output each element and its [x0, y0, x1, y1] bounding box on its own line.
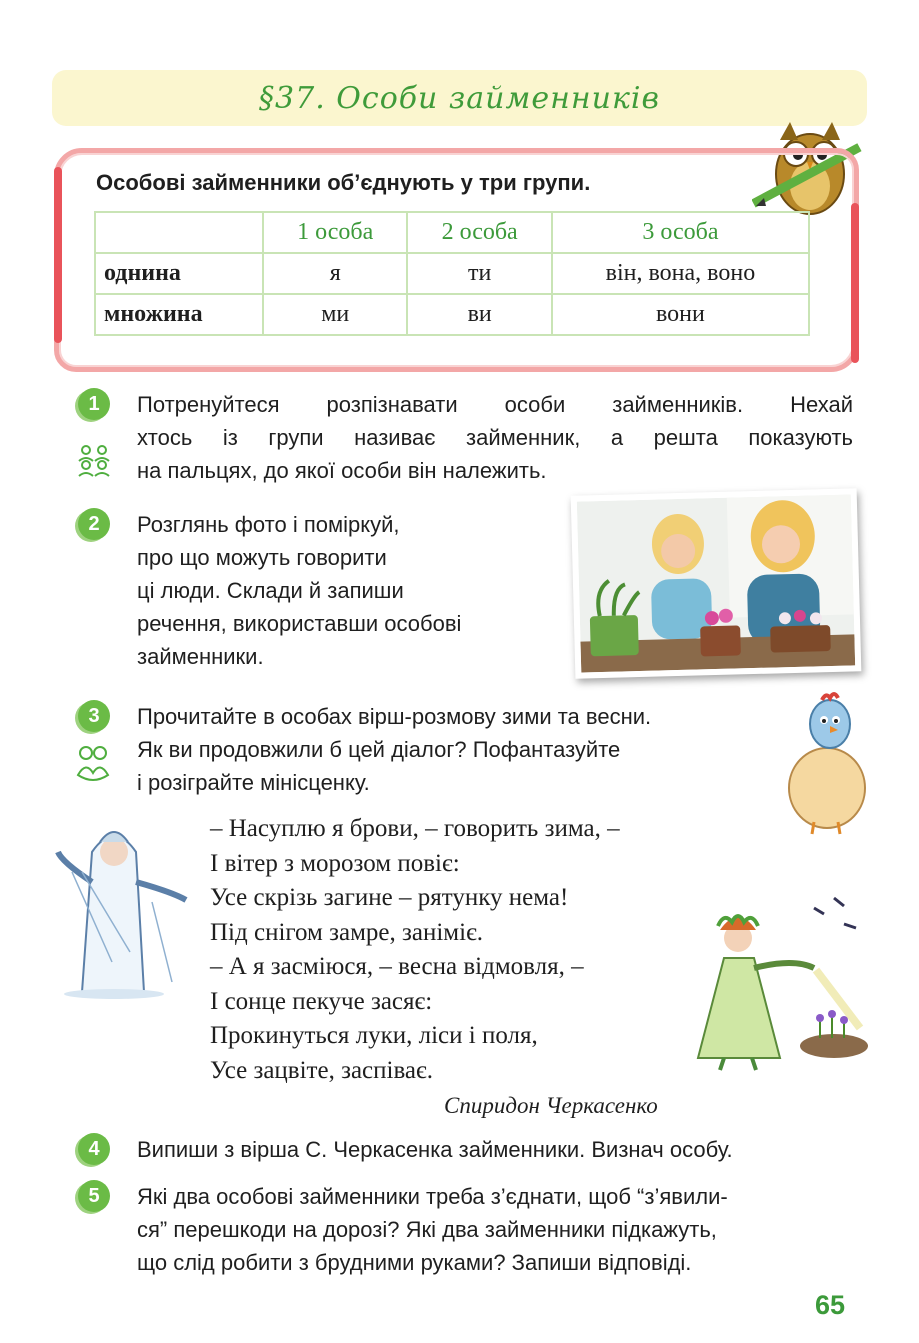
- table-row: [95, 253, 809, 294]
- section-title: §37. Особи займенників: [259, 80, 660, 116]
- task-number-badge: 4: [78, 1133, 110, 1165]
- poem-line: І вітер з морозом повіє:: [210, 849, 460, 877]
- table-header-cell: 1 особа: [263, 212, 407, 253]
- poem-line: Під снігом замре, заніміє.: [210, 918, 484, 946]
- poem-line: Прокинуться луки, ліси і поля,: [210, 1022, 538, 1049]
- task-line: Прочитайте в особах вірш-розмову зими та весни.: [137, 704, 652, 729]
- table-cell: вони: [552, 294, 809, 335]
- poem-line: – Насуплю я брови, – говорить зима, –: [210, 815, 620, 842]
- poem: [210, 812, 620, 1088]
- task-text: [137, 700, 777, 799]
- gardening-photo: [571, 488, 862, 678]
- poem-author: Спиридон Черкасенко: [444, 1093, 658, 1118]
- table-cell: ви: [407, 294, 551, 335]
- task-line: що слід робити з брудними руками? Запиши відповіді.: [137, 1250, 692, 1275]
- chick-illustration: [782, 690, 872, 836]
- table-header-cell: [95, 212, 263, 253]
- pair-work-icon: [76, 745, 110, 783]
- table-header-cell: 2 особа: [407, 212, 551, 253]
- page-number: 65: [815, 1290, 846, 1320]
- task-number-badge: 2: [78, 508, 110, 540]
- task-line: на пальцях, до якої особи він належить.: [137, 458, 547, 483]
- task-line: Випиши з вірша С. Черкасенка займенники. Визнач особу.: [137, 1137, 733, 1162]
- task-line: ся” перешкоди на дорозі? Які два займенники підкажуть,: [137, 1217, 717, 1242]
- photo-image: [577, 494, 855, 672]
- task-line: Які два особові займенники треба з’єднати, щоб “з’явили-: [137, 1184, 728, 1209]
- task-line: Як ви продовжили б цей діалог? Пофантазуйте: [137, 737, 621, 762]
- spring-figure-illustration: [684, 888, 874, 1074]
- task-line: займенники.: [137, 644, 264, 669]
- winter-figure-illustration: [52, 812, 192, 1000]
- table-row: [95, 294, 809, 335]
- task-number-badge: 1: [78, 388, 110, 420]
- task-line: Потренуйтеся розпізнавати особи займенників. Нехай: [137, 392, 853, 417]
- row-label: множина: [95, 294, 263, 335]
- table-cell: він, вона, воно: [552, 253, 809, 294]
- task-number-badge: 3: [78, 700, 110, 732]
- table-cell: ми: [263, 294, 407, 335]
- group-work-icon: [74, 443, 114, 477]
- table-header-row: [95, 212, 809, 253]
- task-text: [137, 1180, 857, 1279]
- task-number-badge: 5: [78, 1180, 110, 1212]
- task-line: хтось із групи називає займенник, а решта показують: [137, 425, 853, 450]
- pronoun-table: [94, 211, 810, 336]
- task-line: Розглянь фото і поміркуй,: [137, 512, 400, 537]
- table-cell: ти: [407, 253, 551, 294]
- task-text: [137, 388, 853, 487]
- task-text: [137, 1133, 857, 1166]
- section-title-bar: [52, 70, 867, 126]
- poem-line: – А я засміюся, – весна відмовля, –: [210, 953, 584, 980]
- rule-heading: Особові займенники об’єднують у три групи.: [96, 170, 591, 195]
- row-label: однина: [95, 253, 263, 294]
- poem-line: Усе скрізь загине – рятунку нема!: [210, 884, 569, 911]
- poem-line: І сонце пекуче засяє:: [210, 987, 433, 1015]
- task-line: про що можуть говорити: [137, 545, 387, 570]
- task-text: [137, 508, 557, 673]
- task-line: речення, використавши особові: [137, 611, 462, 636]
- poem-line: Усе зацвіте, заспіває.: [210, 1056, 434, 1084]
- task-line: ці люди. Склади й запиши: [137, 578, 404, 603]
- task-line: і розіграйте мінісценку.: [137, 770, 370, 795]
- table-header-cell: 3 особа: [552, 212, 809, 253]
- table-cell: я: [263, 253, 407, 294]
